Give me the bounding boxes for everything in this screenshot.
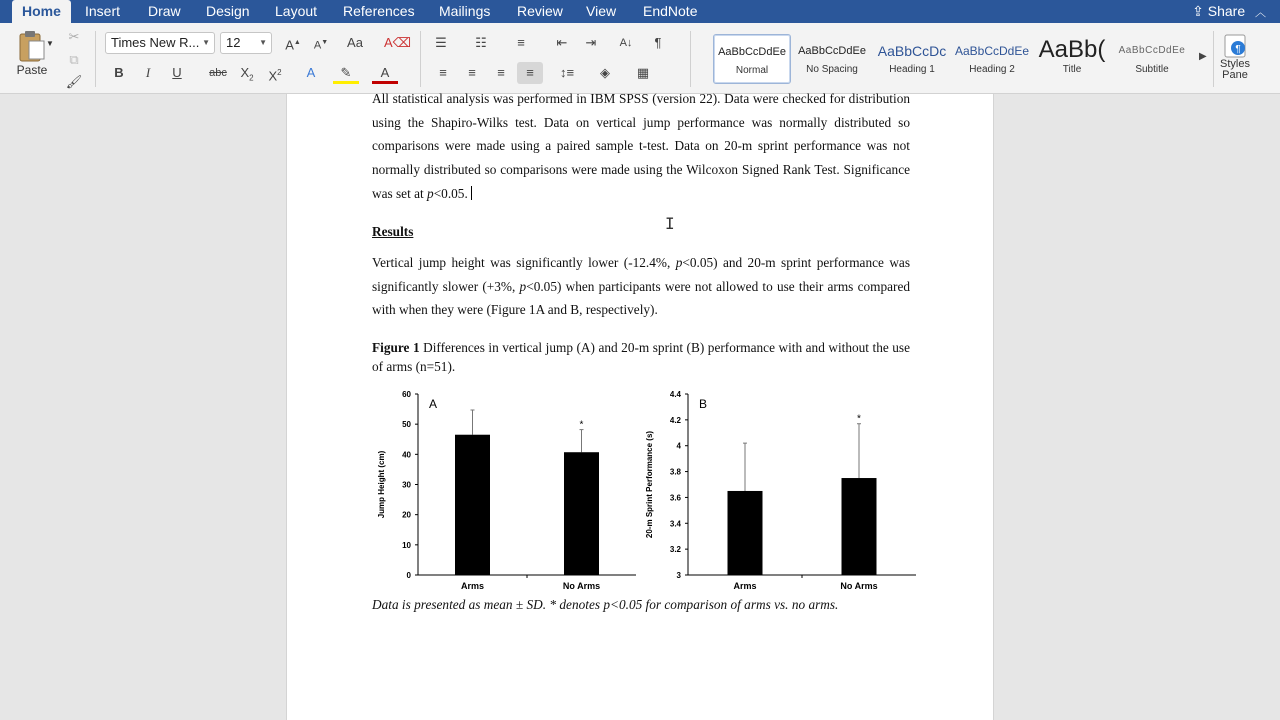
tab-review[interactable]: Review	[517, 3, 563, 19]
show-formatting-icon[interactable]: ¶	[654, 35, 662, 50]
y-tick-label: 4.2	[669, 415, 681, 425]
x-tick-label: No Arms	[840, 581, 878, 591]
tab-mailings[interactable]: Mailings	[439, 3, 491, 19]
y-tick-label: 3.2	[669, 545, 681, 555]
bar-arms	[728, 491, 763, 575]
numbering-icon[interactable]: ☷	[475, 35, 487, 50]
tab-endnote[interactable]: EndNote	[643, 3, 698, 19]
tab-design[interactable]: Design	[206, 3, 250, 19]
text-effects-icon[interactable]: A	[306, 65, 316, 80]
styles-pane-button[interactable]: ¶ Styles Pane	[1214, 33, 1256, 81]
decrease-indent-icon[interactable]: ⇤	[556, 35, 568, 50]
y-tick-label: 60	[402, 390, 411, 399]
styles-gallery	[705, 23, 1215, 93]
tab-references[interactable]: References	[343, 3, 415, 19]
ribbon	[0, 23, 1280, 94]
x-tick-label: Arms	[733, 581, 757, 591]
paste-button[interactable]: Paste	[12, 29, 52, 87]
results-paragraph[interactable]: Vertical jump height was significantly lower (-12.4%, p<0.05) and 20-m sprint performance was significantly slower (+3%, p<0.05) when participants were not allowed to use their arms compared with when they were (Figure 1A and B, respectively).	[372, 255, 910, 318]
subscript-icon[interactable]: $X_2$	[240, 65, 254, 83]
format-painter-icon[interactable]: 🖌	[65, 74, 83, 89]
text-caret	[471, 186, 472, 200]
panel-label: B	[699, 397, 708, 411]
tab-draw[interactable]: Draw	[148, 3, 181, 19]
sort-icon[interactable]: A↓	[619, 37, 633, 49]
style-title[interactable]: AaBb( Title	[1038, 36, 1106, 75]
ibeam-cursor: I	[665, 214, 675, 233]
style-subtitle[interactable]: AaBbCcDdEe Subtitle	[1118, 45, 1186, 75]
chart-b-sprint-performance	[642, 388, 927, 593]
align-right-icon[interactable]: ≡	[497, 65, 505, 80]
share-icon: ⇪	[1192, 3, 1204, 19]
panel-label: A	[429, 397, 438, 411]
superscript-icon[interactable]: $X^2$	[268, 68, 282, 84]
cut-icon[interactable]: ✂	[68, 29, 80, 44]
tab-layout[interactable]: Layout	[275, 3, 318, 19]
significance-marker: *	[857, 413, 861, 425]
increase-indent-icon[interactable]: ⇥	[585, 35, 597, 50]
style-heading-1[interactable]: AaBbCcDc Heading 1	[877, 43, 947, 75]
y-tick-label: 3.4	[669, 519, 681, 529]
underline-icon[interactable]: U	[172, 65, 182, 80]
divider	[420, 31, 421, 87]
borders-icon[interactable]: ▦	[636, 65, 650, 80]
x-tick-label: No Arms	[562, 581, 601, 591]
bar-no-arms	[842, 478, 877, 575]
clear-formatting-icon[interactable]: A⌫	[384, 35, 412, 50]
figure-caption[interactable]: Figure 1 Differences in vertical jump (A) and 20-m sprint (B) performance with and without the use of arms (n=51).	[372, 340, 910, 375]
grow-font-icon[interactable]: A▲	[285, 37, 301, 53]
multilevel-list-icon[interactable]: ≡	[517, 35, 525, 50]
style-normal[interactable]: AaBbCcDdEe Normal	[713, 34, 791, 84]
style-no-spacing[interactable]: AaBbCcDdEe No Spacing	[798, 45, 866, 75]
y-tick-label: 4.4	[669, 390, 681, 399]
y-tick-label: 50	[402, 420, 411, 430]
font-name-combo[interactable]: Times New R... ▼	[105, 32, 215, 54]
highlight-icon[interactable]: ✎	[333, 62, 359, 84]
divider	[690, 31, 691, 87]
y-tick-label: 20	[402, 510, 411, 520]
style-heading-2[interactable]: AaBbCcDdEe Heading 2	[954, 44, 1030, 75]
justify-icon[interactable]: ≡	[517, 62, 543, 84]
y-axis-label: Jump Height (cm)	[377, 450, 386, 519]
y-tick-label: 30	[402, 480, 411, 490]
strikethrough-icon[interactable]: abc	[209, 67, 227, 79]
bold-icon[interactable]: B	[114, 65, 124, 80]
y-tick-label: 3.6	[669, 493, 681, 503]
stats-paragraph[interactable]: All statistical analysis was performed in IBM SPSS (version 22). Data were checked for distribution using the Shapiro-Wilks test. Data on vertical jump performance was normally distributed so comparisons were made using a paired sample t-test. Data on 20-m sprint performance was not normally distributed so comparisons were made using the Wilcoxon Signed Rank Test. Significance was set at p<0.05.	[372, 91, 910, 201]
ribbon-tab-bar	[0, 0, 1280, 23]
tab-home[interactable]: Home	[12, 0, 71, 23]
bar-arms	[455, 435, 490, 575]
shading-icon[interactable]: ◈	[600, 65, 610, 80]
y-axis-label: 20-m Sprint Performance (s)	[645, 430, 654, 539]
y-tick-label: 3.8	[669, 467, 681, 477]
y-tick-label: 4	[676, 441, 681, 451]
chevron-down-icon: ▼	[202, 38, 210, 47]
tab-insert[interactable]: Insert	[85, 3, 121, 19]
divider	[95, 31, 96, 87]
align-center-icon[interactable]: ≡	[468, 65, 476, 80]
significance-marker: *	[579, 419, 584, 431]
line-spacing-icon[interactable]: ↕≡	[559, 65, 575, 80]
chart-a-jump-height	[372, 388, 642, 593]
bullets-icon[interactable]: ☰	[435, 35, 447, 50]
collapse-ribbon-icon[interactable]: ︿	[1255, 7, 1266, 19]
svg-text:¶: ¶	[1235, 44, 1241, 55]
paste-dropdown-icon[interactable]: ▼	[46, 39, 54, 48]
italic-icon[interactable]: I	[145, 65, 151, 80]
chevron-down-icon: ▼	[259, 38, 267, 47]
results-heading: Results	[372, 224, 414, 239]
tab-view[interactable]: View	[586, 3, 617, 19]
share-button[interactable]: ⇪ Share ︿	[1192, 3, 1266, 19]
y-tick-label: 10	[402, 540, 411, 550]
gallery-more-icon[interactable]: ▶	[1199, 51, 1207, 62]
shrink-font-icon[interactable]: A▼	[313, 39, 329, 52]
document-page[interactable]	[286, 91, 994, 720]
copy-icon[interactable]: ⧉	[69, 52, 79, 67]
y-tick-label: 40	[402, 450, 411, 460]
y-tick-label: 3	[676, 571, 681, 580]
clipboard-icon	[17, 29, 47, 63]
align-left-icon[interactable]: ≡	[439, 65, 447, 80]
change-case-icon[interactable]: Aa	[347, 35, 363, 50]
x-tick-label: Arms	[460, 581, 485, 591]
y-tick-label: 0	[406, 571, 411, 580]
styles-pane-icon	[1223, 33, 1247, 59]
font-color-icon[interactable]: A	[372, 62, 398, 84]
bar-no-arms	[564, 452, 599, 575]
font-size-combo[interactable]: 12 ▼	[220, 32, 272, 54]
figure-footnote: Data is presented as mean ± SD. * denotes p<0.05 for comparison of arms vs. no arms.	[372, 597, 839, 612]
